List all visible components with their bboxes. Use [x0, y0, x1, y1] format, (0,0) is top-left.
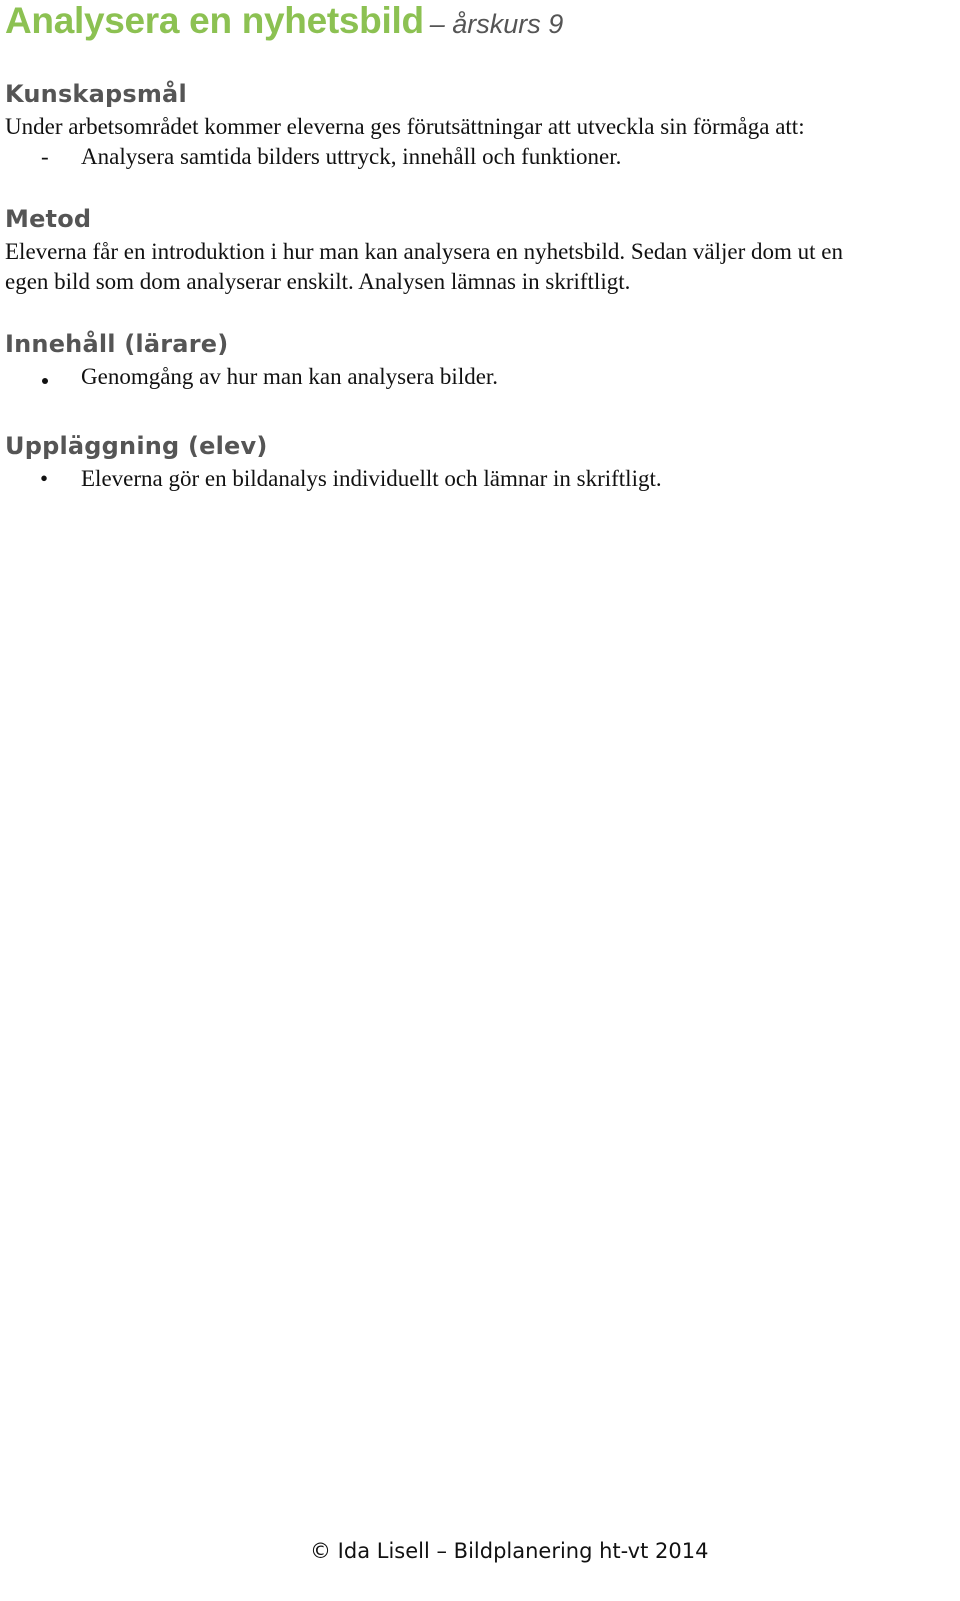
heading-innehall: Innehåll (lärare)	[5, 330, 229, 358]
metod-line-1: Eleverna får en introduktion i hur man kan analysera en nyhetsbild. Sedan väljer dom ut en	[5, 239, 843, 264]
metod-line-2: egen bild som dom analyserar enskilt. Analysen lämnas in skriftligt.	[5, 269, 631, 294]
title-subtitle: – årskurs 9	[429, 9, 564, 39]
footer-copyright: © Ida Lisell – Bildplanering ht-vt 2014	[310, 1539, 709, 1563]
heading-kunskapsmal: Kunskapsmål	[5, 80, 187, 108]
kunskapsmal-item: Analysera samtida bilders uttryck, innehåll och funktioner.	[81, 144, 622, 169]
heading-metod: Metod	[5, 205, 92, 233]
dash-marker: -	[41, 144, 49, 169]
innehall-item: Genomgång av hur man kan analysera bilder.	[81, 364, 499, 389]
page-title	[5, 0, 563, 42]
heading-upplaggning: Uppläggning (elev)	[5, 432, 268, 460]
title-main: Analysera en nyhetsbild	[5, 0, 424, 41]
bullet-marker: •	[40, 466, 49, 491]
bullet-dot-icon	[42, 378, 48, 384]
kunskapsmal-intro: Under arbetsområdet kommer eleverna ges förutsättningar att utveckla sin förmåga att:	[5, 114, 805, 139]
upplaggning-item: Eleverna gör en bildanalys individuellt och lämnar in skriftligt.	[81, 466, 662, 491]
